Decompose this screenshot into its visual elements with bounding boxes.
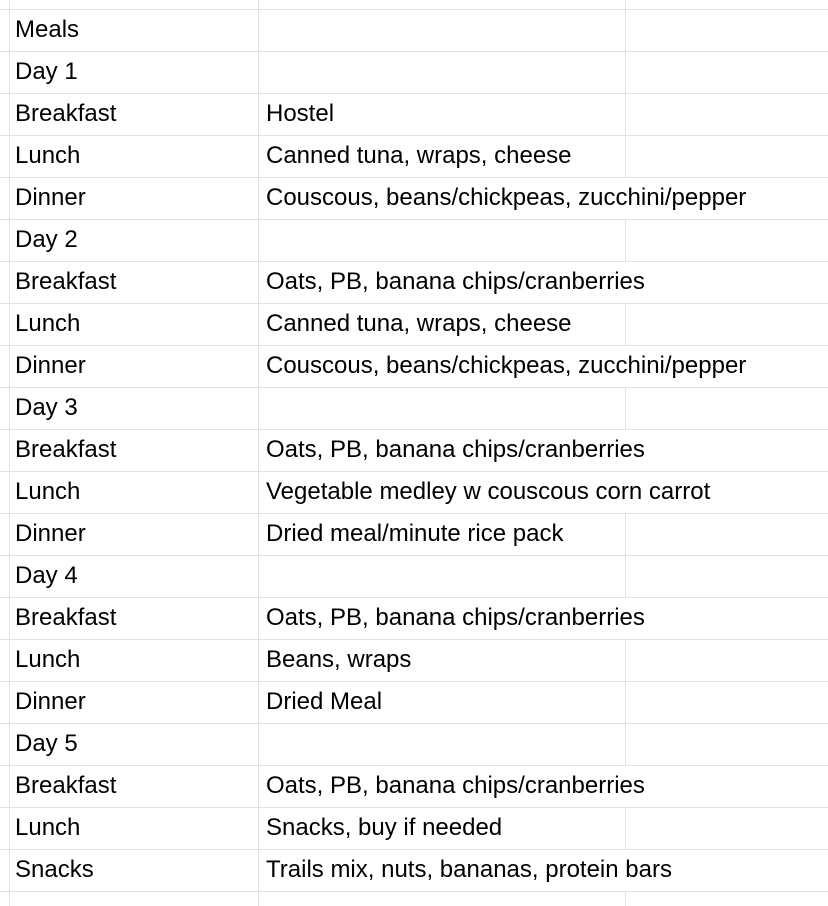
cell-column-a[interactable]: Dinner xyxy=(15,520,86,547)
cell-column-c[interactable] xyxy=(626,387,828,429)
cell-column-a[interactable]: Day 3 xyxy=(15,394,78,421)
table-row xyxy=(0,303,828,345)
cell-column-c[interactable] xyxy=(626,135,828,177)
cell-column-b[interactable] xyxy=(259,219,625,261)
table-row xyxy=(0,219,828,261)
cell-column-a[interactable]: Day 2 xyxy=(15,226,78,253)
cell-column-b[interactable]: Vegetable medley w couscous corn carrot xyxy=(266,478,711,505)
cell-column-a[interactable]: Breakfast xyxy=(15,604,117,631)
table-row xyxy=(0,387,828,429)
table-row xyxy=(0,765,828,807)
cell-column-c[interactable] xyxy=(626,681,828,723)
cell-column-c[interactable] xyxy=(626,93,828,135)
cell-column-a[interactable]: Breakfast xyxy=(15,100,117,127)
cell-column-a[interactable]: Breakfast xyxy=(15,436,117,463)
table-row xyxy=(0,93,828,135)
cell-column-a[interactable]: Lunch xyxy=(15,814,81,841)
cell-column-b[interactable] xyxy=(259,9,625,51)
cell-column-a[interactable]: Lunch xyxy=(15,646,81,673)
table-row xyxy=(0,513,828,555)
cell-column-b[interactable]: Snacks, buy if needed xyxy=(266,814,503,841)
table-row xyxy=(0,555,828,597)
cell-column-b[interactable] xyxy=(259,51,625,93)
cell-column-b[interactable]: Dried meal/minute rice pack xyxy=(266,520,564,547)
cell-column-a[interactable]: Day 4 xyxy=(15,562,78,589)
cell-column-b[interactable]: Oats, PB, banana chips/cranberries xyxy=(266,436,645,463)
gridline-horizontal xyxy=(0,891,828,892)
cell-column-b[interactable]: Trails mix, nuts, bananas, protein bars xyxy=(266,856,672,883)
cell-column-b[interactable] xyxy=(259,555,625,597)
cell-column-b[interactable]: Couscous, beans/chickpeas, zucchini/pepper xyxy=(266,184,747,211)
table-row xyxy=(0,345,828,387)
cell-column-b[interactable]: Canned tuna, wraps, cheese xyxy=(266,142,572,169)
cell-column-c[interactable] xyxy=(626,807,828,849)
cell-column-a[interactable]: Day 1 xyxy=(15,58,78,85)
cell-column-c[interactable] xyxy=(626,513,828,555)
table-row xyxy=(0,639,828,681)
cell-column-c[interactable] xyxy=(626,9,828,51)
table-row xyxy=(0,471,828,513)
table-row xyxy=(0,51,828,93)
cell-column-c[interactable] xyxy=(626,639,828,681)
cell-column-c[interactable] xyxy=(626,303,828,345)
cell-column-a[interactable]: Lunch xyxy=(15,310,81,337)
cell-column-b[interactable]: Canned tuna, wraps, cheese xyxy=(266,310,572,337)
cell-column-a[interactable]: Lunch xyxy=(15,142,81,169)
cell-column-b[interactable] xyxy=(259,387,625,429)
table-row xyxy=(0,177,828,219)
cell-column-c[interactable] xyxy=(626,723,828,765)
table-row xyxy=(0,597,828,639)
cell-column-a[interactable]: Day 5 xyxy=(15,730,78,757)
cell-column-b[interactable]: Hostel xyxy=(266,100,335,127)
cell-column-a[interactable]: Dinner xyxy=(15,352,86,379)
cell-column-c[interactable] xyxy=(626,555,828,597)
cell-column-a[interactable]: Breakfast xyxy=(15,268,117,295)
cell-column-b[interactable]: Oats, PB, banana chips/cranberries xyxy=(266,604,645,631)
table-row xyxy=(0,681,828,723)
cell-column-b[interactable]: Oats, PB, banana chips/cranberries xyxy=(266,772,645,799)
cell-column-c[interactable] xyxy=(626,219,828,261)
cell-column-b[interactable]: Dried Meal xyxy=(266,688,383,715)
cell-column-c[interactable] xyxy=(626,51,828,93)
table-row xyxy=(0,807,828,849)
table-row xyxy=(0,849,828,891)
cell-column-a[interactable]: Dinner xyxy=(15,184,86,211)
cell-column-a[interactable]: Meals xyxy=(15,16,80,43)
table-row xyxy=(0,9,828,51)
table-row xyxy=(0,261,828,303)
cell-column-b[interactable]: Couscous, beans/chickpeas, zucchini/pepper xyxy=(266,352,747,379)
cell-column-a[interactable]: Dinner xyxy=(15,688,86,715)
cell-column-a[interactable]: Snacks xyxy=(15,856,94,883)
table-row xyxy=(0,723,828,765)
cell-column-b[interactable]: Oats, PB, banana chips/cranberries xyxy=(266,268,645,295)
cell-column-b[interactable] xyxy=(259,723,625,765)
cell-column-a[interactable]: Breakfast xyxy=(15,772,117,799)
cell-column-a[interactable]: Lunch xyxy=(15,478,81,505)
table-row xyxy=(0,135,828,177)
table-row xyxy=(0,429,828,471)
cell-column-b[interactable]: Beans, wraps xyxy=(266,646,412,673)
